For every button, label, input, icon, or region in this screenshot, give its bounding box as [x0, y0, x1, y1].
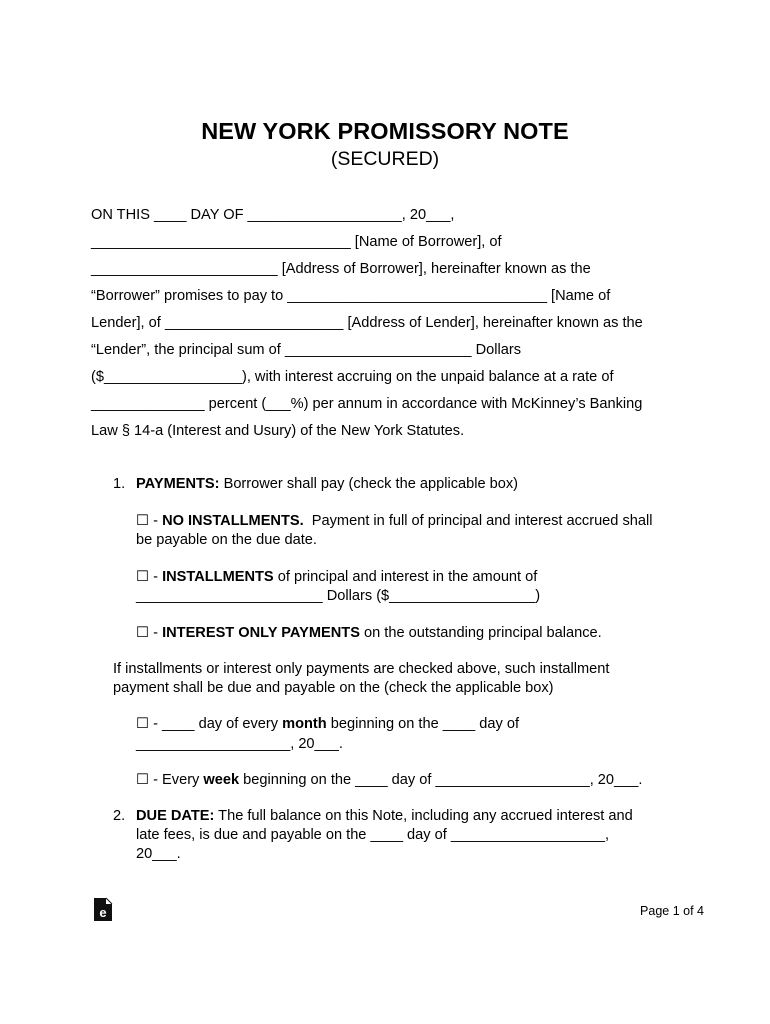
intro-line-9: Law § 14-a (Interest and Usury) of the New York Statutes.	[91, 423, 465, 439]
svg-text:e: e	[99, 905, 107, 920]
page-number: Page 1 of 4	[640, 904, 704, 918]
intro-line-7: ($_________________), with interest accruing on the unpaid balance at a rate of	[91, 369, 614, 385]
option-no-installments-text: Payment in full of principal and interest accrued shall	[303, 513, 653, 529]
section-2-line-3: 20___.	[136, 846, 181, 862]
option-weekly-text: beginning on the ____ day of ___________________, 20___.	[239, 772, 643, 788]
eforms-logo-icon	[92, 897, 114, 922]
section-2-line-2: late fees, is due and payable on the ____ day of ___________________,	[136, 827, 610, 843]
installment-paragraph-line-1: If installments or interest only payments are checked above, such installment	[113, 661, 610, 677]
section-1-heading: PAYMENTS:	[136, 476, 220, 492]
intro-line-8: ______________ percent (___%) per annum in accordance with McKinney’s Banking	[91, 396, 643, 412]
option-installments-line-2: _______________________ Dollars ($__________________)	[136, 588, 541, 604]
option-interest-only[interactable]	[136, 624, 602, 642]
intro-line-5: Lender], of ______________________ [Address of Lender], hereinafter known as the	[91, 315, 643, 331]
section-1-text: Borrower shall pay (check the applicable box)	[219, 476, 519, 492]
option-weekly[interactable]	[136, 771, 642, 789]
section-1-number: 1.	[113, 476, 126, 492]
intro-line-2: ________________________________ [Name of Borrower], of	[91, 234, 502, 250]
section-2-number: 2.	[113, 808, 126, 824]
option-installments-label: INSTALLMENTS	[162, 569, 274, 585]
section-2-heading-line	[136, 807, 633, 825]
document-title: NEW YORK PROMISSORY NOTE	[201, 118, 569, 144]
intro-line-6: “Lender”, the principal sum of _______________________ Dollars	[91, 342, 522, 358]
checkbox-interest-only[interactable]: ☐ -	[136, 625, 163, 641]
document-subtitle: (SECURED)	[330, 148, 440, 170]
option-interest-only-label: INTEREST ONLY PAYMENTS	[162, 625, 360, 641]
option-no-installments-line-2: be payable on the due date.	[136, 532, 317, 548]
checkbox-no-installments[interactable]: ☐ -	[136, 513, 163, 529]
intro-line-1: ON THIS ____ DAY OF ___________________, 20___,	[91, 207, 455, 223]
checkbox-monthly[interactable]: ☐ - ____ day of every	[136, 716, 283, 732]
section-2-heading: DUE DATE:	[136, 808, 215, 824]
checkbox-installments[interactable]: ☐ -	[136, 569, 163, 585]
option-interest-only-text: on the outstanding principal balance.	[359, 625, 602, 641]
option-no-installments-label: NO INSTALLMENTS.	[162, 513, 304, 529]
section-2-text: The full balance on this Note, including any accrued interest and	[214, 808, 633, 824]
option-monthly-line-2: ___________________, 20___.	[136, 736, 343, 752]
eforms-logo-svg	[92, 897, 114, 922]
option-no-installments[interactable]	[136, 512, 652, 530]
option-monthly-text: beginning on the ____ day of	[326, 716, 520, 732]
section-1-heading-line	[136, 475, 518, 493]
option-weekly-label: week	[203, 772, 240, 788]
installment-paragraph-line-2: payment shall be due and payable on the (check the applicable box)	[113, 680, 554, 696]
intro-line-4: “Borrower” promises to pay to ________________________________ [Name of	[91, 288, 611, 304]
option-monthly-label: month	[282, 716, 327, 732]
checkbox-weekly[interactable]: ☐ - Every	[136, 772, 204, 788]
option-installments-text: of principal and interest in the amount of	[273, 569, 538, 585]
intro-line-3: _______________________ [Address of Borrower], hereinafter known as the	[91, 261, 591, 277]
option-monthly[interactable]	[136, 715, 519, 733]
option-installments[interactable]	[136, 568, 537, 586]
